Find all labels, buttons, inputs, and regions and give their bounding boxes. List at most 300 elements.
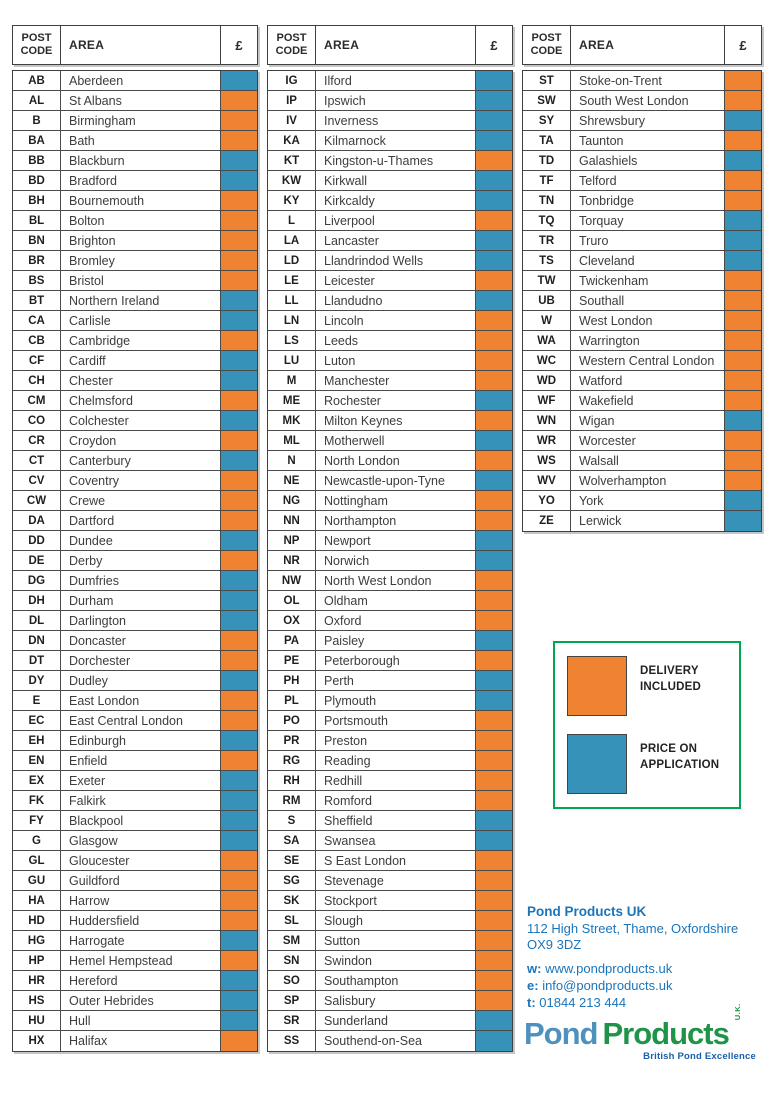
price-status-cell: [476, 931, 512, 950]
area-cell: Croydon: [61, 431, 221, 450]
table-row: [13, 671, 257, 691]
legend-item-price-on-application: [567, 734, 727, 794]
area-cell: Oxford: [316, 611, 476, 630]
phone-value: 01844 213 444: [539, 995, 627, 1011]
area-cell: St Albans: [61, 91, 221, 110]
postcode-cell: OX: [268, 611, 316, 630]
table-row: [13, 431, 257, 451]
area-cell: Ilford: [316, 71, 476, 90]
postcode-table-3: [522, 25, 762, 532]
price-status-cell: [725, 391, 761, 410]
table-row: [268, 671, 512, 691]
price-status-cell: [725, 351, 761, 370]
table-row: [13, 71, 257, 91]
table-row: [523, 171, 761, 191]
table-header: [522, 25, 762, 65]
postcode-cell: WS: [523, 451, 571, 470]
area-cell: Rochester: [316, 391, 476, 410]
price-status-cell: [725, 331, 761, 350]
area-cell: Falkirk: [61, 791, 221, 810]
table-row: [268, 191, 512, 211]
table-row: [13, 691, 257, 711]
area-cell: Romford: [316, 791, 476, 810]
price-status-cell: [725, 491, 761, 510]
area-cell: Bristol: [61, 271, 221, 290]
area-cell: Peterborough: [316, 651, 476, 670]
postcode-cell: SS: [268, 1031, 316, 1051]
area-cell: Leeds: [316, 331, 476, 350]
table-row: [268, 731, 512, 751]
price-status-cell: [221, 891, 257, 910]
table-row: [13, 871, 257, 891]
price-status-cell: [725, 71, 761, 90]
table-row: [13, 571, 257, 591]
area-cell: Cleveland: [571, 251, 725, 270]
price-status-cell: [725, 151, 761, 170]
table-row: [268, 571, 512, 591]
area-cell: Watford: [571, 371, 725, 390]
price-status-cell: [221, 251, 257, 270]
price-status-cell: [725, 111, 761, 130]
postcode-cell: CM: [13, 391, 61, 410]
area-cell: Gloucester: [61, 851, 221, 870]
area-cell: Llandrindod Wells: [316, 251, 476, 270]
phone-label: t:: [527, 995, 536, 1011]
area-column-header: AREA: [579, 38, 615, 52]
price-status-cell: [476, 411, 512, 430]
area-cell: Hull: [61, 1011, 221, 1030]
price-status-cell: [476, 611, 512, 630]
area-cell: Doncaster: [61, 631, 221, 650]
postcode-cell: FK: [13, 791, 61, 810]
area-cell: Swansea: [316, 831, 476, 850]
postcode-cell: PH: [268, 671, 316, 690]
postcode-cell: SW: [523, 91, 571, 110]
table-row: [523, 391, 761, 411]
postcode-cell: CA: [13, 311, 61, 330]
table-row: [523, 351, 761, 371]
postcode-cell: EX: [13, 771, 61, 790]
postcode-cell: WC: [523, 351, 571, 370]
table-row: [13, 231, 257, 251]
area-cell: Wakefield: [571, 391, 725, 410]
price-status-cell: [476, 111, 512, 130]
contact-block: [527, 903, 777, 1012]
postcode-cell: EC: [13, 711, 61, 730]
area-cell: Walsall: [571, 451, 725, 470]
price-status-cell: [476, 891, 512, 910]
postcode-cell: BA: [13, 131, 61, 150]
area-cell: Norwich: [316, 551, 476, 570]
table-row: [523, 491, 761, 511]
price-status-cell: [725, 191, 761, 210]
table-row: [13, 611, 257, 631]
table-row: [268, 551, 512, 571]
postcode-cell: M: [268, 371, 316, 390]
table-row: [13, 771, 257, 791]
table-row: [268, 231, 512, 251]
postcode-cell: EN: [13, 751, 61, 770]
area-cell: Lancaster: [316, 231, 476, 250]
table-row: [268, 151, 512, 171]
table-row: [523, 211, 761, 231]
area-cell: Stoke-on-Trent: [571, 71, 725, 90]
price-status-cell: [221, 71, 257, 90]
table-row: [523, 471, 761, 491]
table-row: [268, 71, 512, 91]
postcode-cell: KW: [268, 171, 316, 190]
area-cell: Birmingham: [61, 111, 221, 130]
area-cell: Luton: [316, 351, 476, 370]
table-row: [523, 411, 761, 431]
postcode-cell: NW: [268, 571, 316, 590]
area-cell: Kirkwall: [316, 171, 476, 190]
table-row: [13, 131, 257, 151]
price-status-cell: [221, 691, 257, 710]
area-cell: Shrewsbury: [571, 111, 725, 130]
table-row: [268, 791, 512, 811]
postcode-cell: DT: [13, 651, 61, 670]
postcode-cell: YO: [523, 491, 571, 510]
price-status-cell: [221, 211, 257, 230]
area-cell: West London: [571, 311, 725, 330]
area-column-header: AREA: [69, 38, 105, 52]
table-row: [13, 171, 257, 191]
postcode-cell: HD: [13, 911, 61, 930]
area-cell: Kirkcaldy: [316, 191, 476, 210]
postcode-cell: HG: [13, 931, 61, 950]
postcode-cell: ME: [268, 391, 316, 410]
price-status-cell: [221, 671, 257, 690]
price-status-cell: [476, 311, 512, 330]
legend-label: PRICE ON APPLICATION: [640, 743, 720, 771]
postcode-cell: ML: [268, 431, 316, 450]
postcode-cell: BN: [13, 231, 61, 250]
area-column-header: AREA: [324, 38, 360, 52]
price-status-cell: [725, 271, 761, 290]
price-status-cell: [221, 751, 257, 770]
area-cell: Paisley: [316, 631, 476, 650]
price-status-cell: [221, 471, 257, 490]
area-cell: Milton Keynes: [316, 411, 476, 430]
price-status-cell: [476, 231, 512, 250]
table-row: [523, 291, 761, 311]
table-row: [268, 451, 512, 471]
price-status-cell: [476, 551, 512, 570]
area-cell: Reading: [316, 751, 476, 770]
area-cell: East London: [61, 691, 221, 710]
table-row: [13, 1031, 257, 1051]
table-row: [13, 151, 257, 171]
postcode-cell: TR: [523, 231, 571, 250]
table-row: [13, 111, 257, 131]
area-cell: Cambridge: [61, 331, 221, 350]
postcode-cell: AL: [13, 91, 61, 110]
postcode-cell: SN: [268, 951, 316, 970]
price-status-cell: [221, 811, 257, 830]
table-row: [268, 871, 512, 891]
area-cell: Southend-on-Sea: [316, 1031, 476, 1051]
area-cell: Portsmouth: [316, 711, 476, 730]
postcode-cell: CW: [13, 491, 61, 510]
price-status-cell: [221, 331, 257, 350]
table-row: [268, 131, 512, 151]
area-cell: Huddersfield: [61, 911, 221, 930]
table-header: [267, 25, 513, 65]
table-row: [268, 291, 512, 311]
postcode-cell: NR: [268, 551, 316, 570]
table-row: [13, 651, 257, 671]
postcode-cell: CF: [13, 351, 61, 370]
table-row: [13, 811, 257, 831]
table-row: [523, 511, 761, 531]
postcode-cell: RM: [268, 791, 316, 810]
website-value: www.pondproducts.uk: [545, 961, 673, 977]
postcode-cell: N: [268, 451, 316, 470]
table-row: [268, 891, 512, 911]
postcode-cell: DG: [13, 571, 61, 590]
price-status-cell: [221, 871, 257, 890]
table-row: [13, 791, 257, 811]
table-row: [268, 951, 512, 971]
postcode-cell: DL: [13, 611, 61, 630]
price-status-cell: [476, 171, 512, 190]
table-row: [268, 491, 512, 511]
area-cell: Brighton: [61, 231, 221, 250]
area-cell: Carlisle: [61, 311, 221, 330]
postcode-cell: NE: [268, 471, 316, 490]
price-status-cell: [221, 111, 257, 130]
table-row: [13, 991, 257, 1011]
price-status-cell: [725, 471, 761, 490]
area-cell: Preston: [316, 731, 476, 750]
postcode-cell: HS: [13, 991, 61, 1010]
price-status-cell: [725, 251, 761, 270]
postcode-cell: AB: [13, 71, 61, 90]
table-row: [523, 451, 761, 471]
price-status-cell: [221, 771, 257, 790]
table-row: [13, 631, 257, 651]
postcode-cell: LD: [268, 251, 316, 270]
price-on-application-swatch: [567, 734, 627, 794]
price-status-cell: [476, 431, 512, 450]
table-row: [268, 331, 512, 351]
postcode-cell: DH: [13, 591, 61, 610]
price-status-cell: [221, 151, 257, 170]
area-cell: Bath: [61, 131, 221, 150]
postcode-cell: RH: [268, 771, 316, 790]
area-cell: Blackpool: [61, 811, 221, 830]
company-name: Pond Products UK: [527, 904, 647, 919]
price-status-cell: [221, 551, 257, 570]
postcode-cell: LN: [268, 311, 316, 330]
postcode-cell: SE: [268, 851, 316, 870]
table-row: [268, 1011, 512, 1031]
area-cell: Swindon: [316, 951, 476, 970]
legend-box: [553, 641, 741, 809]
table-row: [523, 271, 761, 291]
postcode-cell: PL: [268, 691, 316, 710]
table-row: [13, 751, 257, 771]
area-cell: Llandudno: [316, 291, 476, 310]
table-row: [523, 71, 761, 91]
postcode-cell: S: [268, 811, 316, 830]
area-cell: Taunton: [571, 131, 725, 150]
postcode-cell: WN: [523, 411, 571, 430]
postcode-cell: TD: [523, 151, 571, 170]
price-status-cell: [476, 471, 512, 490]
table-row: [523, 311, 761, 331]
price-status-cell: [221, 291, 257, 310]
postcode-cell: HX: [13, 1031, 61, 1051]
price-status-cell: [476, 71, 512, 90]
price-status-cell: [476, 91, 512, 110]
table-row: [268, 531, 512, 551]
postcode-cell: SM: [268, 931, 316, 950]
price-status-cell: [221, 1031, 257, 1051]
price-status-cell: [221, 231, 257, 250]
price-status-cell: [221, 171, 257, 190]
price-status-cell: [476, 151, 512, 170]
table-row: [523, 231, 761, 251]
table-row: [268, 851, 512, 871]
postcode-cell: PE: [268, 651, 316, 670]
area-cell: Harrogate: [61, 931, 221, 950]
postcode-cell: SK: [268, 891, 316, 910]
price-status-cell: [221, 451, 257, 470]
area-cell: Nottingham: [316, 491, 476, 510]
logo-uk-suffix: U.K.: [732, 1003, 742, 1021]
table-row: [523, 131, 761, 151]
postcode-cell: CT: [13, 451, 61, 470]
postcode-cell: ZE: [523, 511, 571, 531]
area-cell: Redhill: [316, 771, 476, 790]
price-status-cell: [221, 531, 257, 550]
area-cell: Wolverhampton: [571, 471, 725, 490]
delivery-included-swatch: [567, 656, 627, 716]
table-row: [523, 331, 761, 351]
postcode-cell: KY: [268, 191, 316, 210]
price-status-cell: [221, 511, 257, 530]
price-status-cell: [221, 491, 257, 510]
price-status-cell: [221, 971, 257, 990]
postcode-cell: IP: [268, 91, 316, 110]
postcode-cell: WD: [523, 371, 571, 390]
price-status-cell: [221, 351, 257, 370]
price-column-header: £: [220, 26, 257, 64]
area-cell: Enfield: [61, 751, 221, 770]
price-status-cell: [221, 991, 257, 1010]
table-row: [13, 451, 257, 471]
postcode-cell: E: [13, 691, 61, 710]
area-cell: Bromley: [61, 251, 221, 270]
area-cell: Bournemouth: [61, 191, 221, 210]
table-row: [268, 391, 512, 411]
price-status-cell: [476, 1011, 512, 1030]
table-row: [268, 991, 512, 1011]
postcode-cell: CV: [13, 471, 61, 490]
table-row: [13, 251, 257, 271]
area-cell: Northampton: [316, 511, 476, 530]
postcode-cell: RG: [268, 751, 316, 770]
area-cell: Stevenage: [316, 871, 476, 890]
email-label: e:: [527, 978, 539, 994]
postcode-cell: SG: [268, 871, 316, 890]
postcode-cell: LL: [268, 291, 316, 310]
table-row: [523, 371, 761, 391]
price-status-cell: [476, 251, 512, 270]
price-status-cell: [476, 271, 512, 290]
area-cell: Coventry: [61, 471, 221, 490]
table-row: [268, 631, 512, 651]
area-cell: Dartford: [61, 511, 221, 530]
postcode-cell: BD: [13, 171, 61, 190]
postcode-column-header: POST CODE: [268, 26, 316, 64]
price-status-cell: [221, 131, 257, 150]
table-row: [268, 251, 512, 271]
price-status-cell: [725, 431, 761, 450]
table-row: [268, 91, 512, 111]
postcode-cell: ST: [523, 71, 571, 90]
postcode-cell: SR: [268, 1011, 316, 1030]
postcode-cell: KA: [268, 131, 316, 150]
price-status-cell: [476, 531, 512, 550]
address-line: 112 High Street, Thame, Oxfordshire: [527, 920, 739, 936]
postcode-cell: SL: [268, 911, 316, 930]
area-cell: Southampton: [316, 971, 476, 990]
legend-item-delivery-included: [567, 656, 727, 716]
table-row: [13, 371, 257, 391]
postcode-cell: NP: [268, 531, 316, 550]
postcode-cell: GU: [13, 871, 61, 890]
price-status-cell: [476, 691, 512, 710]
postcode-cell: SA: [268, 831, 316, 850]
table-row: [13, 491, 257, 511]
price-status-cell: [221, 631, 257, 650]
postcode-column-header: POST CODE: [13, 26, 61, 64]
price-status-cell: [221, 931, 257, 950]
address-postcode: OX9 3DZ: [527, 937, 582, 953]
area-cell: Sheffield: [316, 811, 476, 830]
table-row: [13, 471, 257, 491]
price-status-cell: [476, 351, 512, 370]
area-cell: Outer Hebrides: [61, 991, 221, 1010]
postcode-cell: HP: [13, 951, 61, 970]
table-header: [12, 25, 258, 65]
postcode-cell: LU: [268, 351, 316, 370]
price-status-cell: [476, 651, 512, 670]
area-cell: Dudley: [61, 671, 221, 690]
table-row: [268, 611, 512, 631]
table-row: [268, 351, 512, 371]
price-status-cell: [476, 491, 512, 510]
table-row: [268, 911, 512, 931]
price-status-cell: [221, 191, 257, 210]
table-row: [268, 831, 512, 851]
area-cell: Kilmarnock: [316, 131, 476, 150]
price-status-cell: [221, 651, 257, 670]
table-row: [268, 311, 512, 331]
area-cell: Halifax: [61, 1031, 221, 1051]
postcode-cell: SY: [523, 111, 571, 130]
price-status-cell: [221, 851, 257, 870]
table-body: [522, 70, 762, 532]
area-cell: Leicester: [316, 271, 476, 290]
area-cell: York: [571, 491, 725, 510]
postcode-table-1: [12, 25, 258, 1052]
table-row: [268, 711, 512, 731]
table-row: [268, 511, 512, 531]
